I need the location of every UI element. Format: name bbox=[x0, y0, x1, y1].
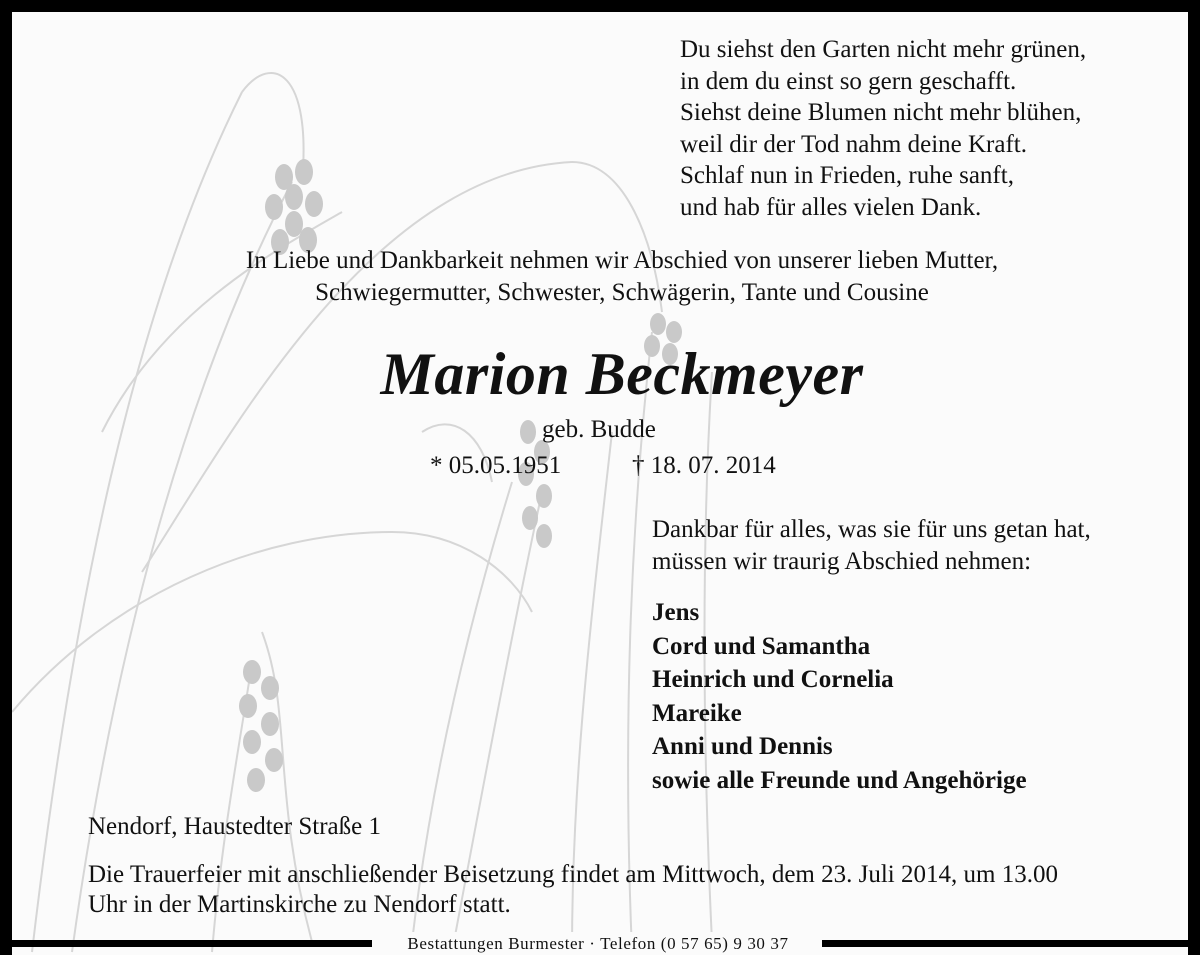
poem-line: Siehst deine Blumen nicht mehr blühen, bbox=[680, 99, 1082, 126]
birth-date: * 05.05.1951 bbox=[430, 452, 562, 479]
intro-line: Schwiegermutter, Schwester, Schwägerin, Tante und Cousine bbox=[315, 279, 929, 306]
footer-divider-left bbox=[0, 940, 372, 947]
family-member: sowie alle Freunde und Angehörige bbox=[652, 766, 1027, 794]
footer-divider-right bbox=[822, 940, 1200, 947]
funeral-info bbox=[88, 860, 1168, 920]
poem-line: weil dir der Tod nahm deine Kraft. bbox=[680, 130, 1027, 158]
family-list bbox=[652, 596, 1027, 797]
funeral-home-contact: Bestattungen Burmester · Telefon (0 57 65) 9 30 37 bbox=[378, 932, 818, 955]
poem-line: Du siehst den Garten nicht mehr grünen, bbox=[680, 36, 1087, 63]
maiden-name: geb. Budde bbox=[542, 416, 656, 443]
funeral-line: Die Trauerfeier mit anschließender Beisetzung findet am Mittwoch, dem 23. Juli 2014, um 13.00 bbox=[88, 861, 1058, 888]
family-member: Heinrich und Cornelia bbox=[652, 666, 894, 693]
family-member: Cord und Samantha bbox=[652, 632, 871, 660]
family-member: Anni und Dennis bbox=[652, 733, 833, 760]
thanks-line: müssen wir traurig Abschied nehmen: bbox=[652, 547, 1032, 575]
family-member: Jens bbox=[652, 599, 700, 626]
intro-line: In Liebe und Dankbarkeit nehmen wir Abschied von unserer lieben Mutter, bbox=[245, 247, 999, 274]
poem-line: in dem du einst so gern geschafft. bbox=[680, 67, 1017, 95]
poem-line: und hab für alles vielen Dank. bbox=[680, 193, 982, 221]
thanks-line: Dankbar für alles, was sie für uns getan hat, bbox=[652, 516, 1091, 543]
intro-text bbox=[112, 245, 1132, 309]
funeral-line: Uhr in der Martinskirche zu Nendorf statt. bbox=[88, 891, 511, 918]
address: Nendorf, Haustedter Straße 1 bbox=[88, 813, 381, 840]
poem-line: Schlaf nun in Frieden, ruhe sanft, bbox=[680, 162, 1014, 189]
footer bbox=[0, 932, 1200, 955]
thanks-text bbox=[652, 514, 1091, 577]
death-date: † 18. 07. 2014 bbox=[632, 452, 776, 479]
deceased-name: Marion Beckmeyer bbox=[380, 341, 864, 407]
poem bbox=[680, 34, 1086, 223]
family-member: Mareike bbox=[652, 699, 742, 727]
